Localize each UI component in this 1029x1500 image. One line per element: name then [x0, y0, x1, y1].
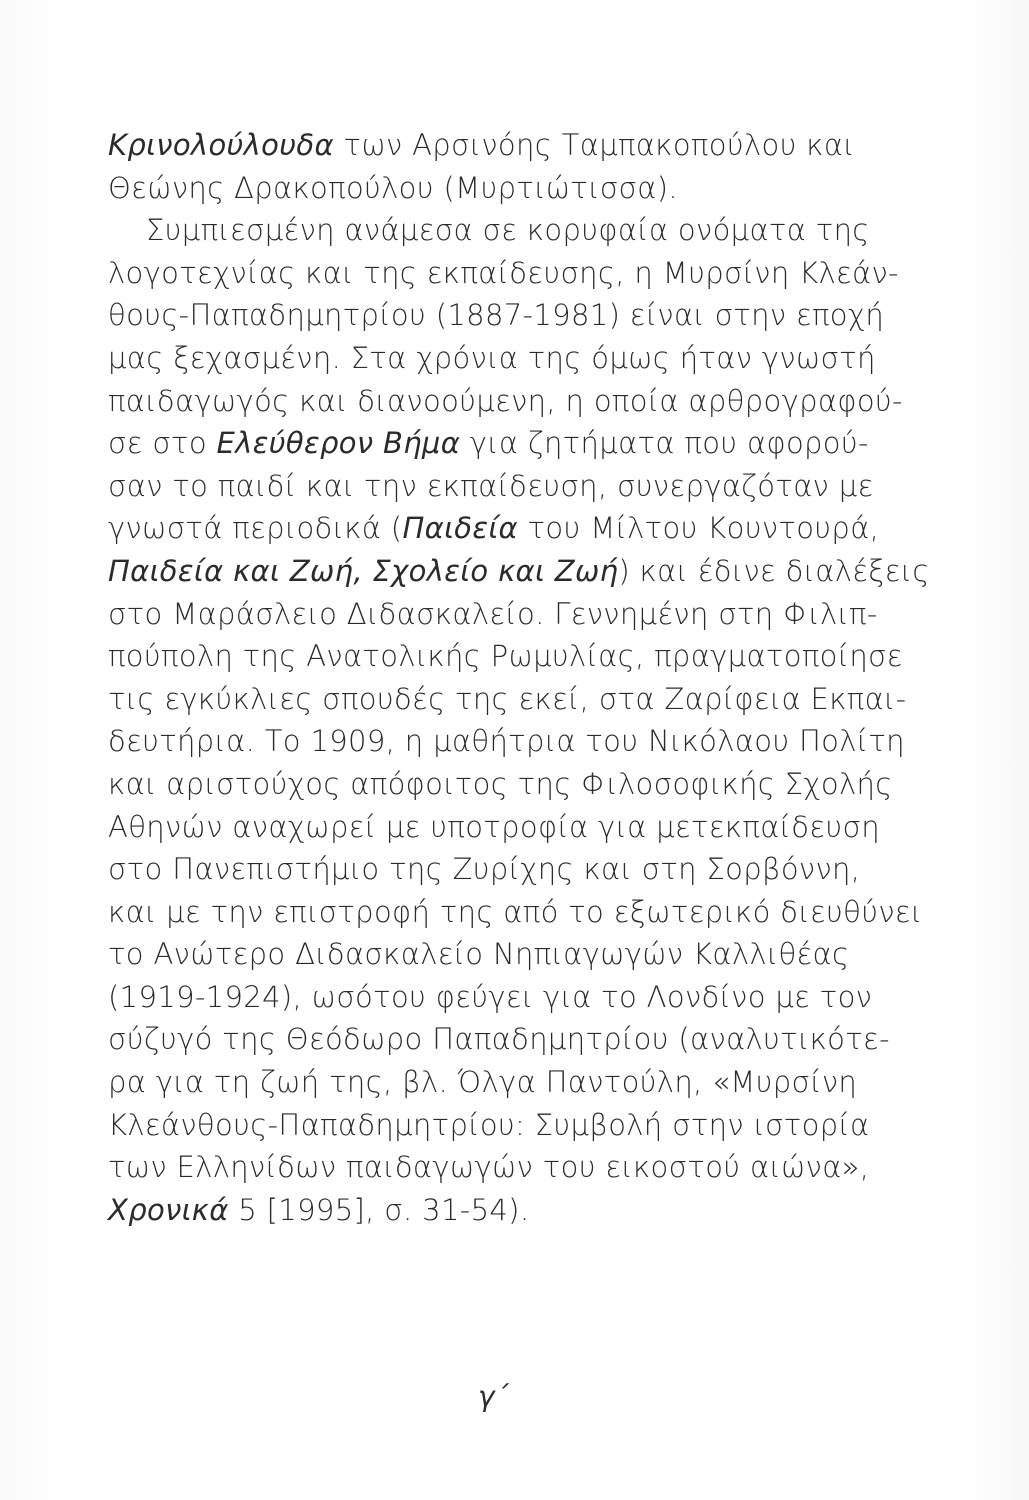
- text-line: [108, 763, 893, 806]
- text-line: [108, 550, 930, 593]
- text-line: [108, 294, 885, 337]
- text-span: ) και έδινε διαλέξεις: [618, 553, 930, 588]
- text-span: των Αρσινόης Ταμπακοπούλου και: [333, 128, 855, 162]
- text-span: μας ξεχασμένη. Στα χρόνια της όμως ήταν γνωστή: [108, 340, 876, 375]
- text-span: 5 [1995], σ. 31-54).: [228, 1192, 530, 1227]
- text-span: τις εγκύκλιες σπουδές της εκεί, στα Ζαρίφεια Εκπαι-: [108, 681, 907, 716]
- text-line: [108, 1146, 868, 1189]
- text-line: [108, 465, 874, 508]
- text-line: [108, 933, 868, 976]
- text-span: και αριστούχος απόφοιτος της Φιλοσοφικής Σχολής: [108, 766, 893, 801]
- text-span: Θεώνης Δρακοπούλου (Μυρτιώτισσα).: [108, 170, 678, 205]
- text-line: [108, 1104, 868, 1147]
- italic-title: Παιδεία και Ζωή, Σχολείο και Ζωή: [108, 553, 619, 588]
- text-span: λογοτεχνίας και της εκπαίδευσης, η Μυρσίνη Κλεάν-: [108, 255, 899, 290]
- text-span: για ζητήματα που αφορού-: [460, 426, 869, 461]
- text-span: πούπολη της Ανατολικής Ρωμυλίας, πραγματοποίησε: [108, 639, 903, 674]
- text-span: και με την επιστροφή της από το εξωτερικό διευθύνει: [108, 894, 923, 929]
- text-line: [108, 1018, 890, 1061]
- italic-title: Παιδεία: [402, 511, 519, 546]
- text-line: [108, 806, 880, 849]
- text-span: παιδαγωγός και διανοούμενη, η οποία αρθρογραφού-: [108, 383, 903, 418]
- text-line: [108, 848, 868, 891]
- italic-title: Ελεύθερον Βήμα: [216, 426, 461, 461]
- text-line: [108, 252, 899, 295]
- text-line: [108, 976, 873, 1019]
- text-span: των Ελληνίδων παιδαγωγών του εικοστού αιώνα»,: [108, 1150, 870, 1185]
- text-line: [108, 593, 878, 636]
- text-line: [108, 891, 923, 934]
- text-line: [108, 167, 868, 210]
- text-span: σε στο: [108, 426, 217, 461]
- text-line: [108, 635, 903, 678]
- text-line: [108, 1061, 868, 1104]
- text-line: [108, 507, 880, 550]
- text-line: [108, 380, 903, 423]
- text-span: στο Πανεπιστήμιο της Ζυρίχης και στη Σορβόννη,: [108, 852, 861, 887]
- text-span: το Ανώτερο Διδασκαλείο Νηπιαγωγών Καλλιθέας: [108, 937, 850, 972]
- italic-title: Χρονικά: [108, 1192, 229, 1227]
- text-span: δευτήρια. Το 1909, η μαθήτρια του Νικόλαου Πολίτη: [108, 724, 905, 759]
- text-span: ρα για τη ζωή της, βλ. Όλγα Παντούλη, «Μυρσίνη: [108, 1065, 858, 1100]
- text-span: γνωστά περιοδικά (: [108, 511, 403, 546]
- text-span: Συμπιεσμένη ανάμεσα σε κορυφαία ονόματα της: [146, 213, 870, 248]
- text-span: στο Μαράσλειο Διδασκαλείο. Γεννημένη στη Φιλιπ-: [108, 596, 878, 631]
- text-line: [108, 1189, 868, 1232]
- text-span: (1919-1924), ωσότου φεύγει για το Λονδίνο με τον: [108, 979, 873, 1014]
- page-number: γ΄: [478, 1380, 509, 1413]
- text-line: [108, 124, 868, 167]
- text-line: [108, 337, 876, 380]
- text-span: σύζυγό της Θεόδωρο Παπαδημητρίου (αναλυτικότε-: [108, 1022, 890, 1057]
- text-span: του Μίλτου Κουντουρά,: [518, 511, 880, 546]
- body-text: [108, 124, 930, 1231]
- text-line: [108, 678, 907, 721]
- text-line: [108, 720, 905, 763]
- text-line: [108, 209, 868, 252]
- text-span: θους-Παπαδημητρίου (1887-1981) είναι στην εποχή: [108, 298, 885, 333]
- italic-title: Κρινολούλουδα: [108, 128, 334, 162]
- text-line: [108, 422, 868, 465]
- text-span: Αθηνών αναχωρεί με υποτροφία για μετεκπαίδευση: [108, 809, 880, 844]
- text-span: σαν το παιδί και την εκπαίδευση, συνεργαζόταν με: [108, 468, 874, 503]
- text-span: Κλεάνθους-Παπαδημητρίου: Συμβολή στην ιστορία: [108, 1107, 870, 1142]
